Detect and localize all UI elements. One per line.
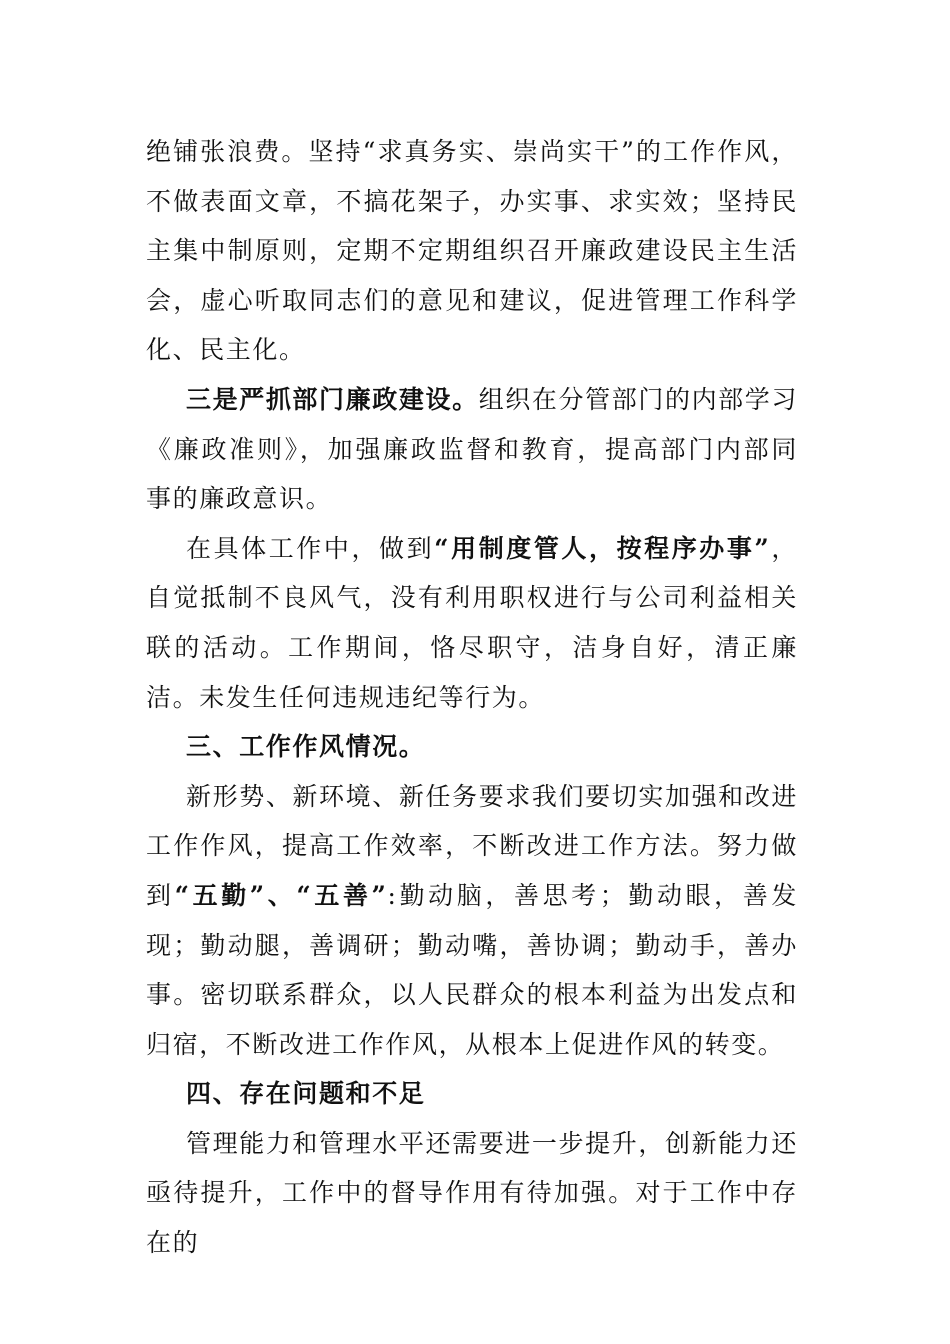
section-heading-problems: 四、存在问题和不足	[186, 1079, 426, 1109]
paragraph-continuation	[146, 127, 798, 375]
paragraph-work-style	[146, 772, 798, 1070]
paragraph-text: ，自觉抵制不良风气，没有利用职权进行与公司利益相关联的活动。工作期间，恪尽职守，洁身自好，清正廉洁。未发生任何违规违纪等行为。	[146, 533, 798, 712]
paragraph-emphasis-bold: “五勤”、“五善”	[174, 880, 388, 910]
paragraph-lead-bold: 三是严抓部门廉政建设。	[186, 384, 479, 414]
paragraph-text: 绝铺张浪费。坚持“求真务实、崇尚实干”的工作作风，不做表面文章，不搞花架子，办实事、求实效；坚持民主集中制原则，定期不定期组织召开廉政建设民主生活会，虚心听取同志们的意见和建议，促进管理工作科学化、民主化。	[146, 137, 798, 365]
paragraph-specific-work	[146, 524, 798, 722]
paragraph-text: 组织在分管部门的内部学习《廉政准则》，加强廉政监督和教育，提高部门内部同事的廉政意识。	[146, 384, 798, 514]
section-heading-work-style: 三、工作作风情况。	[186, 732, 426, 762]
paragraph-text: 新形势、新环境、新任务要求我们要切实加强和改进工作作风，提高工作效率，不断改进工作方法。努力做到	[146, 781, 798, 910]
document-body	[146, 127, 798, 1268]
paragraph-emphasis-bold: “用制度管人，按程序办事”	[434, 533, 771, 563]
paragraph-problems	[146, 1119, 798, 1268]
paragraph-department-integrity	[146, 375, 798, 524]
paragraph-text: 管理能力和管理水平还需要进一步提升，创新能力还亟待提升，工作中的督导作用有待加强。对于工作中存在的	[146, 1128, 798, 1258]
paragraph-text: 在具体工作中，做到	[186, 533, 435, 563]
paragraph-text: :勤动脑，善思考；勤动眼，善发现；勤动腿，善调研；勤动嘴，善协调；勤动手，善办事。密切联系群众，以人民群众的根本利益为出发点和归宿，不断改进工作作风，从根本上促进作风的转变。	[146, 880, 798, 1059]
